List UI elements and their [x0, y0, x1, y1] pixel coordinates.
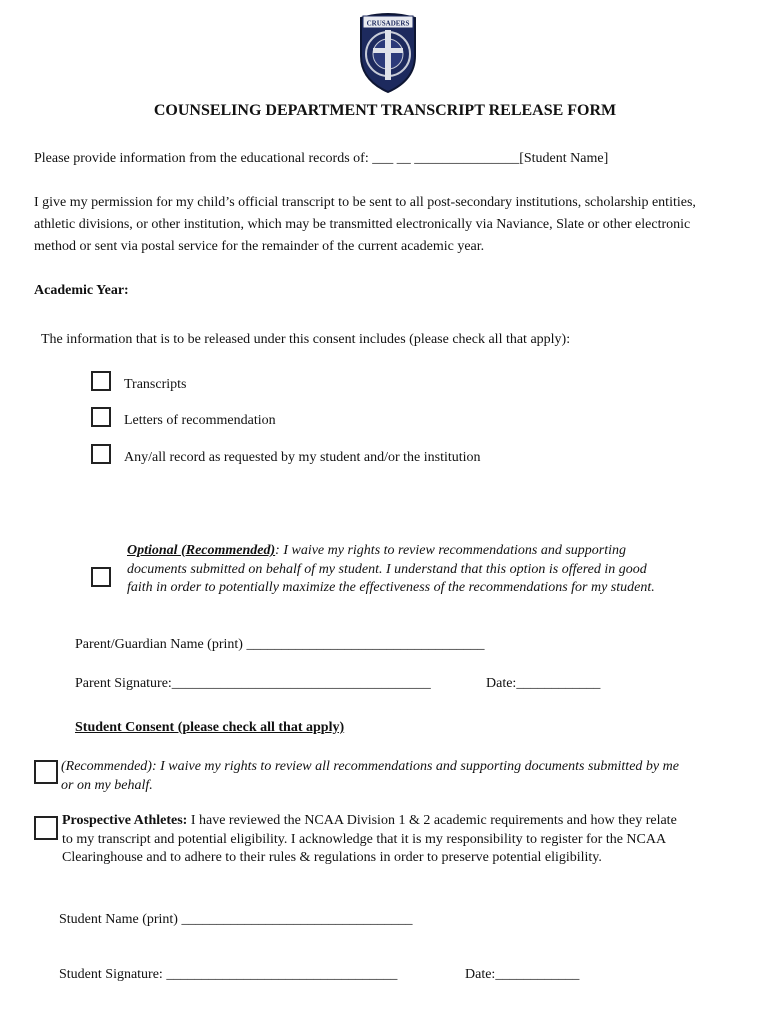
- optional-label: Optional (Recommended): [127, 543, 276, 558]
- permission-paragraph: I give my permission for my child’s official transcript to be sent to all post-secondary institutions, scholarship entities, athletic divisions, or other institution, which may be transmitted electronically via Naviance, Slate or other electronic method or sent via postal service for the remainder of the current academic year.: [34, 195, 696, 254]
- student-waiver-checkbox[interactable]: [34, 760, 58, 784]
- student-signature-field[interactable]: Student Signature: _________________________________: [59, 967, 398, 982]
- student-name-field[interactable]: Student Name (print) _________________________________: [59, 912, 413, 927]
- parent-date-field[interactable]: Date:____________: [486, 676, 601, 691]
- student-waiver-text: (Recommended): I waive my rights to review all recommendations and supporting documents submitted by me or on my behalf.: [61, 759, 679, 793]
- student-consent-heading: Student Consent (please check all that apply): [75, 720, 345, 735]
- option-letters-label: Letters of recommendation: [124, 413, 276, 428]
- optional-waiver-checkbox[interactable]: [91, 567, 111, 587]
- academic-year-label: Academic Year:: [34, 283, 129, 298]
- parent-name-field[interactable]: Parent/Guardian Name (print) __________________________________: [75, 637, 485, 652]
- letters-checkbox[interactable]: [91, 407, 111, 427]
- athletes-text: Prospective Athletes: I have reviewed the NCAA Division 1 & 2 academic requirements and how they relate to my transcript and potential eligibility. I acknowledge that it is my responsibility to register for the NCAA Clearinghouse and to adhere to their rules & regulations in order to preserve potential eligibility.: [62, 813, 677, 865]
- optional-waiver-text: Optional (Recommended): I waive my rights to review recommendations and supporting documents submitted on behalf of my student. I understand that this option is offered in good faith in order to potentially maximize the effectiveness of the recommendations for my student.: [127, 543, 655, 595]
- logo-banner-text: CRUSADERS: [366, 19, 410, 28]
- parent-signature-field[interactable]: Parent Signature:_____________________________________: [75, 676, 431, 691]
- option-any-records-label: Any/all record as requested by my student and/or the institution: [124, 450, 481, 465]
- consent-intro: The information that is to be released under this consent includes (please check all that apply):: [41, 332, 571, 347]
- records-line: Please provide information from the educational records of: ___ __ _______________[Student Name]: [34, 151, 609, 166]
- any-records-checkbox[interactable]: [91, 444, 111, 464]
- student-date-field[interactable]: Date:____________: [465, 967, 580, 982]
- athletes-label: Prospective Athletes:: [62, 813, 188, 828]
- school-crest-logo: [355, 10, 421, 94]
- transcripts-checkbox[interactable]: [91, 371, 111, 391]
- form-title: COUNSELING DEPARTMENT TRANSCRIPT RELEASE FORM: [153, 102, 617, 119]
- athletes-checkbox[interactable]: [34, 816, 58, 840]
- option-transcripts-label: Transcripts: [124, 377, 187, 392]
